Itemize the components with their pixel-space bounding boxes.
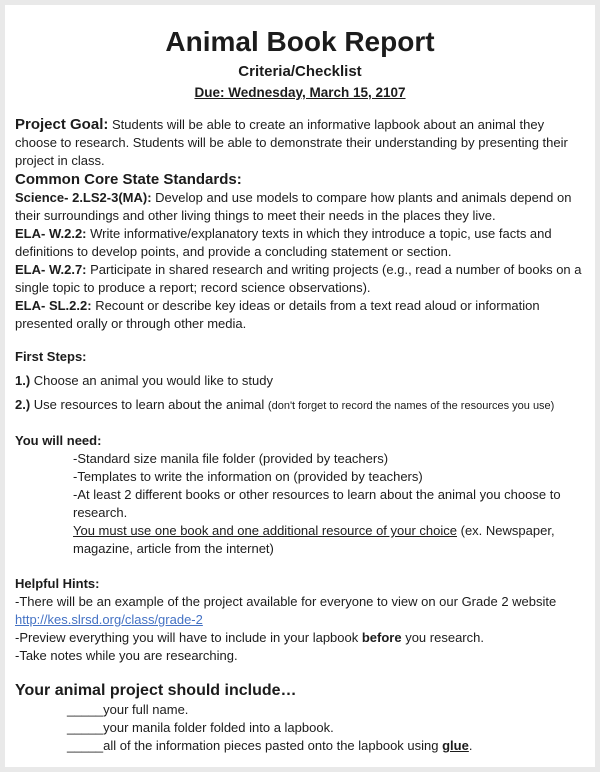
standard-text: Write informative/explanatory texts in which they introduce a topic, use facts and definitions to develop points, and provide a concluding statement or section. — [15, 226, 552, 259]
hint-preview-post: you research. — [401, 630, 484, 645]
step-number: 1.) — [15, 373, 31, 388]
include-item-suffix: . — [468, 738, 473, 753]
document-page — [5, 5, 595, 767]
standard-item-ela-w22 — [15, 225, 585, 261]
standard-text: Develop and use models to compare how plants and animals depend on their surroundings and other living things to meet their needs in the places they live. — [15, 190, 572, 223]
standard-label: ELA- SL.2.2: — [15, 298, 92, 313]
first-step-2 — [15, 396, 585, 415]
include-item-glue-word: glue — [442, 738, 469, 753]
include-item-text: your full name. — [103, 702, 189, 717]
step-number: 2.) — [15, 397, 31, 412]
project-goal-paragraph — [15, 116, 585, 170]
include-item-name — [67, 701, 585, 719]
hint-preview-pre: -Preview everything you will have to include in your lapbook — [15, 630, 362, 645]
project-goal-label: Project Goal: — [15, 116, 109, 133]
need-requirement-underlined: You must use one book and one additional resource of your choice — [73, 523, 458, 538]
project-goal-text: Students will be able to create an informative lapbook about an animal they choose to research. Students will be able to demonstrate their understanding by presenting their project in class. — [15, 117, 568, 168]
include-heading: Your animal project should include… — [15, 682, 297, 699]
step-text: Use resources to learn about the animal — [30, 397, 268, 412]
hint-preview — [15, 629, 585, 647]
document-subtitle: Criteria/Checklist — [238, 63, 362, 80]
include-item-text: your manila folder folded into a lapbook. — [103, 720, 334, 735]
standards-heading: Common Core State Standards: — [15, 171, 242, 188]
step-note: (don't forget to record the names of the resources you use) — [267, 400, 555, 412]
standard-label: ELA- W.2.7: — [15, 262, 87, 277]
fill-in-blank: _____ — [67, 702, 104, 717]
step-text: Choose an animal you would like to study — [30, 373, 273, 388]
standard-text: Participate in shared research and writing projects (e.g., read a number of books on a single topic to produce a report; record science observations). — [15, 262, 582, 295]
include-item-folder — [67, 719, 585, 737]
document-header — [15, 25, 585, 116]
standard-item-ela-sl22 — [15, 297, 585, 333]
need-item: -Standard size manila file folder (provided by teachers) — [73, 451, 389, 466]
fill-in-blank: _____ — [67, 720, 104, 735]
standard-item-science — [15, 189, 585, 225]
document-title: Animal Book Report — [165, 26, 435, 57]
grade2-website-link[interactable]: http://kes.slrsd.org/class/grade-2 — [15, 612, 203, 627]
first-steps-heading: First Steps: — [15, 349, 87, 364]
standard-item-ela-w27 — [15, 261, 585, 297]
first-step-1 — [15, 372, 585, 390]
need-requirement-suffix: (ex. Newspaper, magazine, article from the internet) — [73, 523, 555, 556]
standard-label: Science- 2.LS2-3(MA): — [15, 190, 152, 205]
helpful-hints-heading: Helpful Hints: — [15, 576, 100, 591]
need-item: -Templates to write the information on (provided by teachers) — [73, 469, 423, 484]
need-item: -At least 2 different books or other resources to learn about the animal you choose to research. — [73, 487, 561, 520]
you-will-need-heading: You will need: — [15, 433, 102, 448]
fill-in-blank: _____ — [67, 738, 104, 753]
hint-example: -There will be an example of the project available for everyone to view on our Grade 2 website — [15, 594, 557, 609]
include-item-glue — [67, 737, 585, 755]
hint-preview-bold: before — [361, 630, 402, 645]
standard-label: ELA- W.2.2: — [15, 226, 87, 241]
need-requirement — [73, 522, 585, 558]
due-date: Due: Wednesday, March 15, 2107 — [194, 85, 406, 100]
include-item-text: all of the information pieces pasted onto the lapbook using — [103, 738, 443, 753]
standard-text: Recount or describe key ideas or details from a text read aloud or information presented orally or through other media. — [15, 298, 540, 331]
hint-take-notes: -Take notes while you are researching. — [15, 648, 238, 663]
